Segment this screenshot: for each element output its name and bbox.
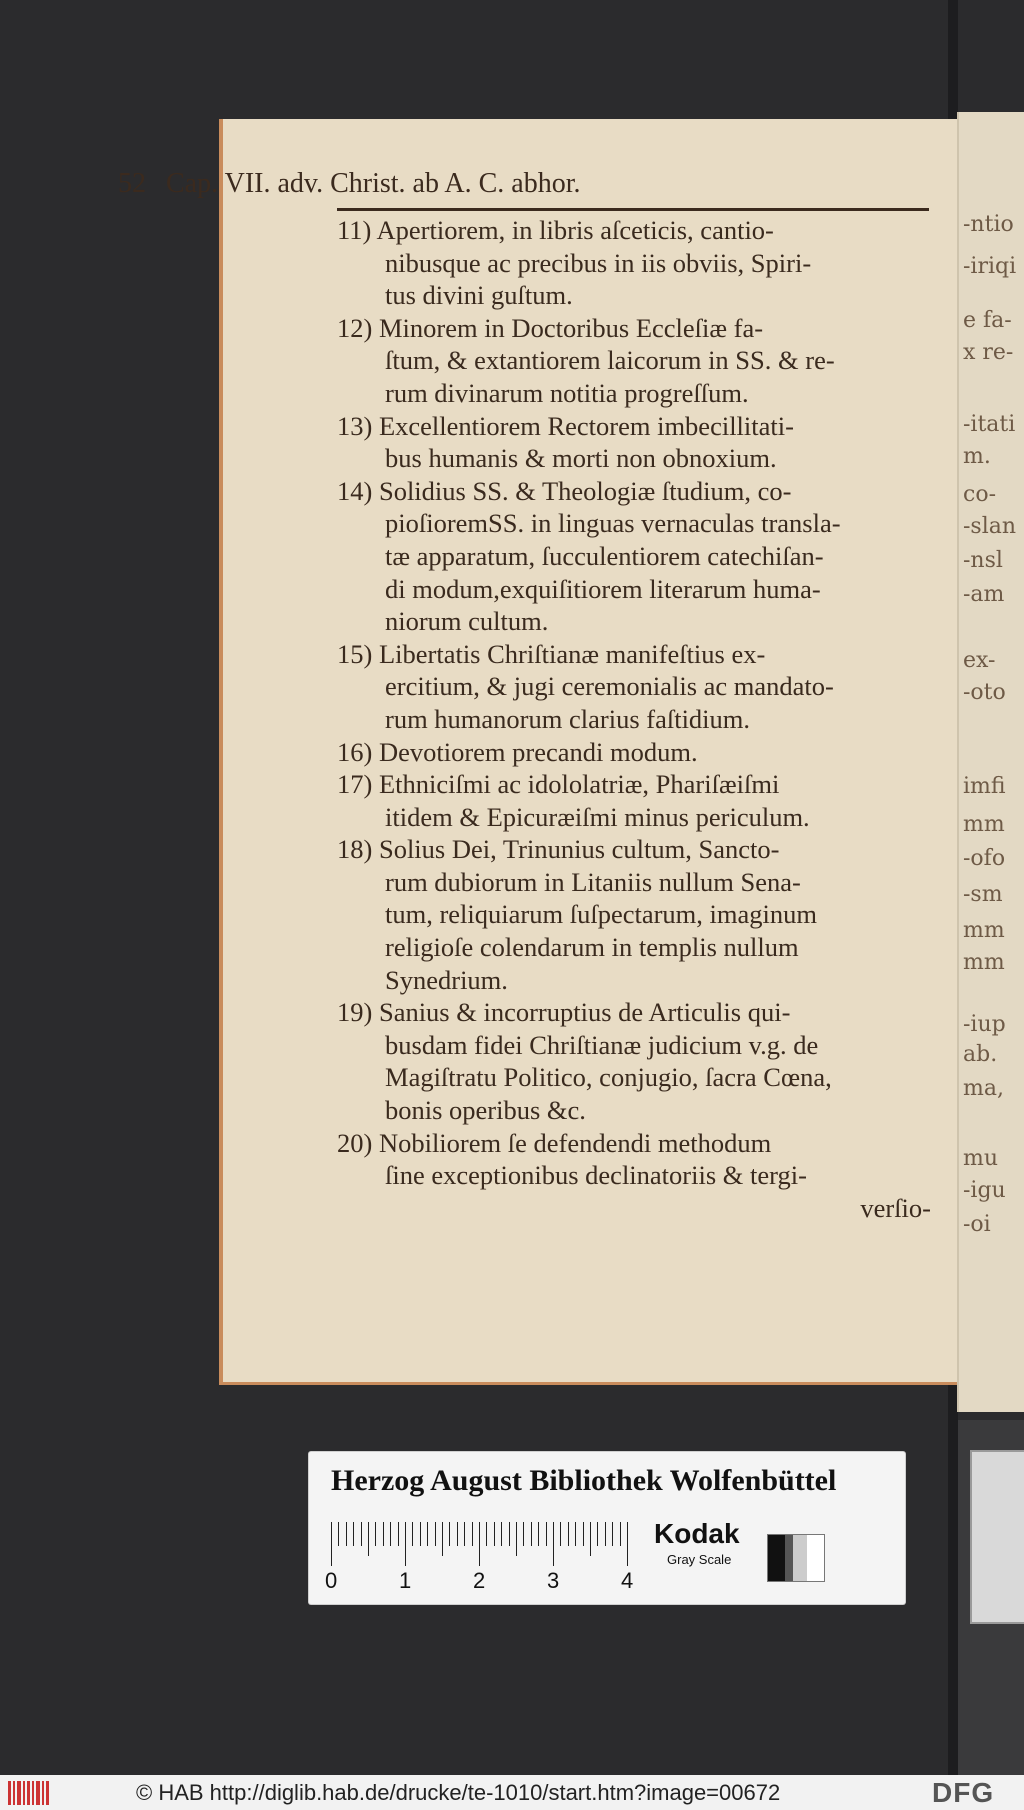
header-rule: [337, 208, 929, 211]
ruler-tick: [560, 1522, 561, 1546]
ruler-tick: [523, 1522, 524, 1546]
text-line: 17) Ethniciſmi ac idololatriæ, Phariſæiſmi: [337, 769, 780, 800]
kodak-logo: Kodak: [654, 1518, 740, 1549]
ruler-tick: [398, 1522, 399, 1546]
text-line: ercitium, & jugi ceremonialis ac mandato-: [385, 671, 834, 702]
ruler-numbers: [325, 1568, 645, 1594]
neighbor-text-fragment: -ofo: [963, 846, 1006, 871]
ruler-tick: [338, 1522, 339, 1546]
neighbor-text-fragment: ma,: [963, 1076, 1004, 1101]
text-line: bus humanis & morti non obnoxium.: [385, 443, 777, 474]
ruler-tick: [546, 1522, 547, 1546]
ruler-number: 0: [325, 1568, 338, 1593]
catchword: verſio-: [860, 1192, 931, 1223]
neighbor-text-fragment: mu: [963, 1146, 999, 1171]
neighbor-text-fragment: mm: [963, 950, 1005, 975]
text-line: rum divinarum notitia progreſſum.: [385, 377, 749, 408]
text-line: 11) Apertiorem, in libris aſceticis, cantio-: [337, 215, 774, 245]
text-line: rum humanorum clarius faſtidium.: [385, 703, 751, 734]
dfg-logo: DFG: [932, 1777, 995, 1808]
text-line: itidem & Epicuræiſmi minus periculum.: [385, 801, 810, 832]
text-line: tæ apparatum, ſucculentiorem catechiſan-: [385, 540, 824, 571]
ruler-tick: [420, 1522, 421, 1546]
numbered-entry: [337, 312, 931, 410]
ruler-tick: [368, 1522, 369, 1556]
neighbor-text-fragment: -nsl: [963, 548, 1003, 573]
barcode-icon: [8, 1781, 50, 1805]
neighbor-text-fragment: -ntio: [963, 212, 1014, 237]
text-line: tus divini guſtum.: [385, 280, 573, 311]
ruler-tick: [627, 1522, 628, 1566]
neighbor-text-fragment: -am: [963, 582, 1005, 607]
ruler-number: 1: [399, 1568, 412, 1593]
ruler-tick: [390, 1522, 391, 1546]
neighbor-card: [970, 1450, 1024, 1624]
text-line: 13) Excellentiorem Rectorem imbecillitati-: [337, 410, 794, 441]
ruler-tick: [361, 1522, 362, 1546]
text-line: Synedrium.: [385, 964, 508, 995]
page-body: [337, 214, 931, 1224]
neighbor-text-fragment: ex-: [963, 648, 996, 673]
neighbor-text-fragment: -iriqi: [963, 254, 1017, 279]
neighbor-text-fragment: ab.: [963, 1042, 998, 1067]
calibration-card: [309, 1452, 905, 1604]
numbered-entry: [337, 768, 931, 833]
ruler-tick: [435, 1522, 436, 1546]
running-head: [118, 168, 738, 200]
page-number: 52: [118, 168, 146, 199]
neighbor-text-fragment: m.: [963, 444, 991, 469]
ruler-tick: [568, 1522, 569, 1546]
ruler-tick: [353, 1522, 354, 1546]
text-line: ſine exceptionibus declinatoriis & tergi-: [385, 1160, 807, 1191]
ruler-tick: [464, 1522, 465, 1546]
numbered-entry: [337, 736, 931, 769]
library-title: Herzog August Bibliothek Wolfenbüttel: [331, 1464, 837, 1497]
numbered-entry: [337, 214, 931, 312]
text-line: nibusque ac precibus in iis obviis, Spiri-: [385, 247, 812, 278]
text-line: di modum,exquiſitiorem literarum huma-: [385, 573, 821, 604]
ruler-tick: [501, 1522, 502, 1546]
ruler-tick: [516, 1522, 517, 1556]
numbered-entry: [337, 1127, 931, 1192]
neighbor-text-fragment: -slan: [963, 514, 1017, 539]
text-line: tum, reliquiarum ſuſpectarum, imaginum: [385, 899, 817, 930]
text-line: busdam fidei Chriſtianæ judicium v.g. de: [385, 1029, 819, 1060]
footer-bar: [0, 1775, 1024, 1810]
numbered-entry: [337, 410, 931, 475]
ruler-tick: [575, 1522, 576, 1546]
ruler-tick: [590, 1522, 591, 1556]
text-line: bonis operibus &c.: [385, 1095, 586, 1126]
text-line: 15) Libertatis Chriſtianæ manifeſtius ex-: [337, 638, 766, 669]
text-line: 19) Sanius & incorruptius de Articulis qui-: [337, 997, 791, 1028]
neighbor-text-fragment: -oto: [963, 680, 1006, 705]
ruler-tick: [605, 1522, 606, 1546]
neighbor-page: [957, 112, 1024, 1412]
ruler-tick: [597, 1522, 598, 1546]
text-line: Magiſtratu Politico, conjugio, ſacra Cœna,: [385, 1062, 832, 1093]
ruler-tick: [331, 1522, 332, 1566]
ruler-tick: [509, 1522, 510, 1546]
neighbor-text-fragment: -itati: [963, 412, 1016, 437]
ruler-tick: [442, 1522, 443, 1556]
text-line: religioſe colendarum in templis nullum: [385, 932, 799, 963]
running-title: Cap. VII. adv. Christ. ab A. C. abhor.: [166, 168, 581, 199]
ruler-tick: [457, 1522, 458, 1546]
text-line: ſtum, & extantiorem laicorum in SS. & re-: [385, 345, 835, 376]
neighbor-text-fragment: -sm: [963, 882, 1003, 907]
ruler-number: 4: [621, 1568, 634, 1593]
numbered-entry: [337, 475, 931, 638]
ruler-tick: [383, 1522, 384, 1546]
ruler-tick: [375, 1522, 376, 1546]
ruler-tick: [479, 1522, 480, 1566]
ruler-tick: [486, 1522, 487, 1546]
neighbor-text-fragment: -iup: [963, 1012, 1006, 1037]
neighbor-text-fragment: imfi: [963, 774, 1006, 799]
numbered-entry: [337, 996, 931, 1126]
ruler-tick: [620, 1522, 621, 1546]
text-line: rum dubiorum in Litaniis nullum Sena-: [385, 866, 801, 897]
neighbor-text-fragment: mm: [963, 918, 1005, 943]
ruler-tick: [494, 1522, 495, 1546]
ruler-tick: [427, 1522, 428, 1546]
ruler-tick: [346, 1522, 347, 1546]
ruler-tick: [553, 1522, 554, 1566]
ruler-number: 2: [473, 1568, 486, 1593]
neighbor-text-fragment: co-: [963, 482, 996, 507]
neighbor-text-fragment: x re-: [963, 340, 1014, 365]
neighbor-text-fragment: e fa-: [963, 308, 1012, 333]
ruler-number: 3: [547, 1568, 560, 1593]
ruler-scale: [331, 1522, 631, 1568]
ruler-tick: [412, 1522, 413, 1546]
gray-scale-label: Gray Scale: [667, 1552, 732, 1567]
text-line: 20) Nobiliorem ſe defendendi methodum: [337, 1127, 772, 1158]
text-line: 14) Solidius SS. & Theologiæ ſtudium, co-: [337, 475, 792, 506]
text-line: niorum cultum.: [385, 606, 549, 637]
numbered-entry: [337, 833, 931, 996]
gray-scale-swatch: [767, 1534, 825, 1582]
text-line: 16) Devotiorem precandi modum.: [337, 736, 698, 767]
text-line: 12) Minorem in Doctoribus Eccleſiæ fa-: [337, 312, 764, 343]
text-line: pioſioremSS. in linguas vernaculas transla-: [385, 508, 841, 539]
ruler-tick: [472, 1522, 473, 1546]
ruler-tick: [531, 1522, 532, 1546]
numbered-entry: [337, 638, 931, 736]
footer-url-text[interactable]: © HAB http://diglib.hab.de/drucke/te-1010/start.htm?image=00672: [136, 1780, 781, 1805]
neighbor-text-fragment: -igu: [963, 1178, 1006, 1203]
ruler-tick: [405, 1522, 406, 1566]
ruler-tick: [538, 1522, 539, 1546]
neighbor-text-fragment: -oi: [963, 1212, 991, 1237]
ruler-tick: [612, 1522, 613, 1546]
neighbor-text-fragment: mm: [963, 812, 1005, 837]
text-line: 18) Solius Dei, Trinunius cultum, Sancto-: [337, 834, 780, 865]
ruler-tick: [583, 1522, 584, 1546]
ruler-tick: [449, 1522, 450, 1546]
